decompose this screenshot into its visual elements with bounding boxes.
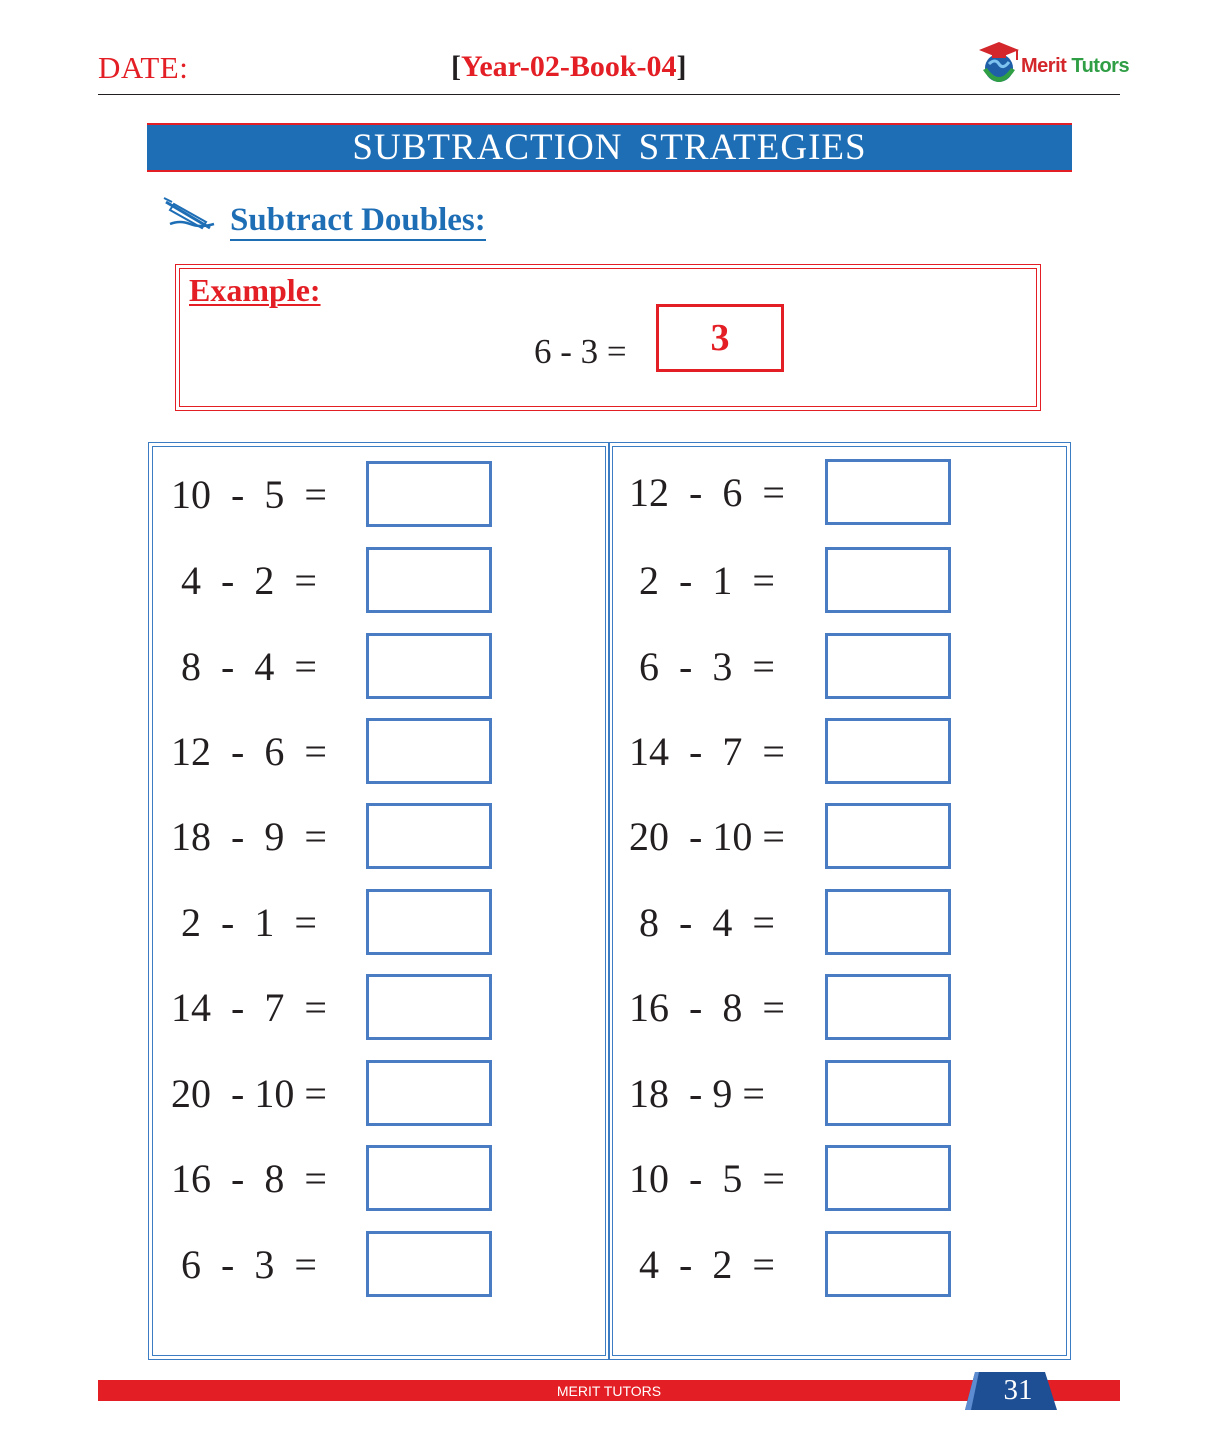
problem-equation: 20 - 10 =: [171, 1071, 327, 1116]
book-reference: [451, 50, 687, 84]
answer-input-box[interactable]: [825, 974, 951, 1040]
problem-row: [609, 718, 1070, 784]
problem-equation: 12 - 6 =: [629, 470, 785, 515]
problem-row: [149, 803, 609, 869]
answer-input-box[interactable]: [825, 547, 951, 613]
book-ref-text: Year-02-Book-04: [461, 50, 677, 83]
header-divider: [98, 94, 1120, 95]
problem-row: [149, 1145, 609, 1211]
page-title: SUBTRACTION STRATEGIES: [352, 127, 867, 168]
logo-word-tutors: Tutors: [1071, 55, 1130, 77]
problem-row: [609, 459, 1070, 525]
problem-equation: 6 - 3 =: [171, 1242, 317, 1287]
problem-row: [149, 718, 609, 784]
logo-word-merit: Merit: [1021, 55, 1067, 77]
right-problem-column: [608, 442, 1071, 1360]
problem-equation: 10 - 5 =: [629, 1156, 785, 1201]
problem-row: [149, 1060, 609, 1126]
answer-input-box[interactable]: [366, 1145, 492, 1211]
answer-input-box[interactable]: [825, 459, 951, 525]
problem-row: [609, 1231, 1070, 1297]
answer-input-box[interactable]: [366, 461, 492, 527]
merit-tutors-logo: [975, 38, 1130, 94]
answer-input-box[interactable]: [825, 718, 951, 784]
problem-row: [149, 461, 609, 527]
problem-row: [609, 889, 1070, 955]
problem-row: [149, 633, 609, 699]
problem-equation: 16 - 8 =: [629, 985, 785, 1030]
answer-input-box[interactable]: [366, 1231, 492, 1297]
problem-equation: 4 - 2 =: [171, 558, 317, 603]
answer-input-box[interactable]: [825, 1231, 951, 1297]
problem-equation: 16 - 8 =: [171, 1156, 327, 1201]
problem-equation: 18 - 9 =: [629, 1071, 765, 1116]
answer-input-box[interactable]: [366, 718, 492, 784]
date-label: DATE:: [98, 50, 189, 85]
answer-input-box[interactable]: [366, 547, 492, 613]
problem-row: [609, 974, 1070, 1040]
problem-equation: 12 - 6 =: [171, 729, 327, 774]
problem-equation: 20 - 10 =: [629, 814, 785, 859]
answer-input-box[interactable]: [366, 1060, 492, 1126]
example-answer-box: [656, 304, 784, 372]
answer-input-box[interactable]: [825, 633, 951, 699]
answer-input-box[interactable]: [366, 803, 492, 869]
answer-input-box[interactable]: [825, 1145, 951, 1211]
book-ref-open-bracket: [: [451, 50, 461, 83]
answer-input-box[interactable]: [366, 889, 492, 955]
example-equation: 6 - 3 =: [534, 332, 627, 371]
footer-text: MERIT TUTORS: [556, 1383, 662, 1399]
book-ref-close-bracket: ]: [676, 50, 687, 83]
answer-input-box[interactable]: [366, 633, 492, 699]
answer-input-box[interactable]: [825, 803, 951, 869]
problem-row: [609, 803, 1070, 869]
problem-equation: 14 - 7 =: [171, 985, 327, 1030]
problem-equation: 8 - 4 =: [629, 900, 775, 945]
answer-input-box[interactable]: [825, 1060, 951, 1126]
answer-input-box[interactable]: [366, 974, 492, 1040]
problem-row: [149, 1231, 609, 1297]
problem-equation: 18 - 9 =: [171, 814, 327, 859]
page-number: 31: [1003, 1374, 1033, 1406]
mortarboard-globe-logo-icon: [975, 38, 1025, 94]
pen-writing-icon: [160, 194, 224, 236]
problem-equation: 6 - 3 =: [629, 644, 775, 689]
problem-row: [609, 1145, 1070, 1211]
problem-row: [609, 633, 1070, 699]
problem-row: [149, 974, 609, 1040]
problem-equation: 10 - 5 =: [171, 472, 327, 517]
title-banner: [147, 123, 1072, 172]
problem-equation: 4 - 2 =: [629, 1242, 775, 1287]
problem-row: [609, 1060, 1070, 1126]
example-box: [175, 264, 1041, 411]
problem-equation: 2 - 1 =: [629, 558, 775, 603]
problem-row: [149, 547, 609, 613]
logo-wordmark: [1021, 55, 1129, 78]
problem-equation: 14 - 7 =: [629, 729, 785, 774]
section-heading: Subtract Doubles:: [230, 202, 486, 241]
answer-input-box[interactable]: [825, 889, 951, 955]
example-label: Example:: [189, 272, 321, 308]
problem-equation: 8 - 4 =: [171, 644, 317, 689]
problem-row: [609, 547, 1070, 613]
problem-equation: 2 - 1 =: [171, 900, 317, 945]
left-problem-column: [148, 442, 610, 1360]
example-answer: 3: [710, 317, 730, 359]
problem-row: [149, 889, 609, 955]
